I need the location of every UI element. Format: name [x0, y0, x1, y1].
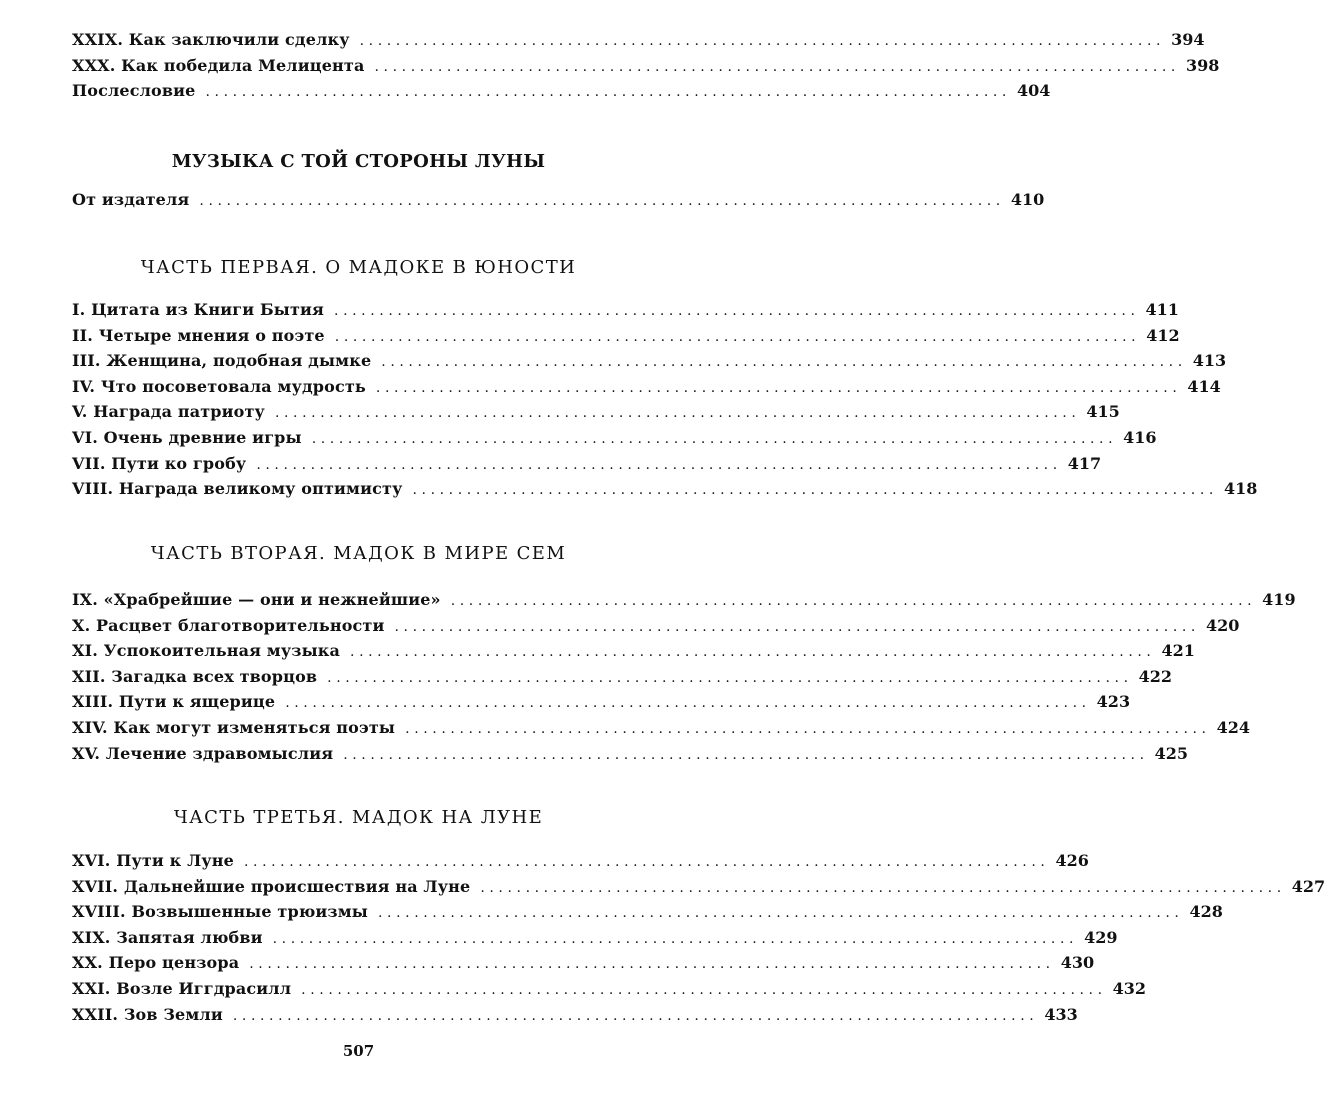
- toc-entry: [72, 899, 1223, 925]
- entry-title: VII. Пути ко гробу: [72, 453, 247, 473]
- dot-leader: .........................................................................................: [334, 328, 1141, 345]
- dot-leader: .........................................................................................: [243, 854, 1050, 870]
- entry-page-number: 427: [1291, 876, 1325, 896]
- entry-title: II. Четыре мнения о поэте: [72, 325, 325, 345]
- dot-leader: .........................................................................................: [375, 379, 1182, 396]
- toc-entry: [72, 874, 1325, 900]
- dot-leader: .........................................................................................: [381, 354, 1187, 371]
- toc-entry: [72, 348, 1227, 374]
- toc-entry: [72, 638, 1195, 664]
- dot-leader: .........................................................................................: [405, 720, 1211, 737]
- entry-title: XII. Загадка всех творцов: [72, 666, 318, 686]
- section-heading: ЧАСТЬ ВТОРАЯ. МАДОК В МИРЕ СЕМ: [150, 543, 567, 564]
- entry-title: От издателя: [72, 190, 190, 209]
- entry-page-number: 421: [1161, 641, 1195, 661]
- toc-section-part-three: [72, 848, 1325, 1027]
- toc-entry: [72, 323, 1180, 349]
- dot-leader: .........................................................................................: [374, 58, 1180, 75]
- toc-entry: [72, 451, 1102, 477]
- dot-leader: .........................................................................................: [205, 84, 1011, 101]
- toc-entry: [72, 1002, 1078, 1028]
- entry-page-number: 418: [1223, 479, 1258, 499]
- entry-title: X. Расцвет благотворительности: [72, 615, 385, 635]
- page-number: 507: [342, 1042, 375, 1060]
- entry-page-number: 425: [1154, 743, 1189, 763]
- entry-title: V. Награда патриоту: [72, 402, 265, 422]
- dot-leader: .........................................................................................: [272, 930, 1079, 947]
- toc-entry: [72, 53, 1220, 79]
- toc-entry: [72, 587, 1296, 613]
- entry-title: XXII. Зов Земли: [72, 1004, 223, 1024]
- toc-entry: [72, 715, 1251, 741]
- entry-page-number: 417: [1067, 453, 1102, 473]
- toc-entry: [72, 950, 1095, 976]
- entry-page-number: 420: [1205, 615, 1240, 635]
- section-heading: МУЗЫКА С ТОЙ СТОРОНЫ ЛУНЫ: [171, 151, 546, 172]
- dot-leader: .........................................................................................: [480, 879, 1286, 896]
- toc-entry: [72, 374, 1221, 400]
- entry-title: XXI. Возле Иггдрасилл: [72, 978, 292, 998]
- dot-leader: .........................................................................................: [199, 193, 1005, 209]
- entry-title: IX. «Храбрейшие — они и нежнейшие»: [72, 590, 441, 609]
- dot-leader: .........................................................................................: [394, 618, 1200, 635]
- toc-entry: [72, 976, 1147, 1002]
- dot-leader: .........................................................................................: [311, 430, 1118, 447]
- toc-section-part-one: [72, 297, 1258, 502]
- entry-page-number: 416: [1123, 427, 1157, 447]
- dot-leader: .........................................................................................: [249, 956, 1055, 973]
- dot-leader: .........................................................................................: [343, 746, 1149, 763]
- entry-title: VI. Очень древние игры: [72, 427, 302, 447]
- entry-page-number: 429: [1084, 927, 1118, 947]
- entry-page-number: 433: [1044, 1004, 1078, 1024]
- entry-title: XI. Успокоительная музыка: [72, 641, 341, 661]
- dot-leader: .........................................................................................: [350, 644, 1156, 661]
- entry-page-number: 412: [1146, 325, 1180, 345]
- entry-title: XXX. Как победила Мелицента: [72, 55, 365, 75]
- toc-entry: [72, 848, 1089, 874]
- entry-title: XVIII. Возвышенные трюизмы: [72, 902, 368, 922]
- entry-page-number: 398: [1185, 55, 1220, 75]
- entry-page-number: 424: [1216, 717, 1251, 737]
- dot-leader: .........................................................................................: [378, 905, 1184, 922]
- dot-leader: .........................................................................................: [359, 33, 1166, 49]
- entry-page-number: 432: [1112, 978, 1147, 998]
- entry-title: III. Женщина, подобная дымке: [72, 351, 372, 371]
- section-heading: ЧАСТЬ ПЕРВАЯ. О МАДОКЕ В ЮНОСТИ: [140, 257, 577, 278]
- toc-entry: [72, 689, 1131, 715]
- entry-title: XVII. Дальнейшие происшествия на Луне: [72, 876, 471, 896]
- entry-page-number: 415: [1086, 402, 1120, 422]
- toc-entry: [72, 425, 1157, 451]
- toc-entry: [72, 297, 1179, 323]
- entry-page-number: 404: [1016, 81, 1051, 101]
- entry-title: IV. Что посоветовала мудрость: [72, 376, 366, 396]
- entry-page-number: 428: [1189, 902, 1223, 922]
- entry-page-number: 422: [1138, 666, 1173, 686]
- toc-entry: [72, 476, 1258, 502]
- entry-title: XIV. Как могут изменяться поэты: [72, 717, 396, 737]
- entry-page-number: 419: [1262, 590, 1296, 609]
- entry-page-number: 413: [1192, 351, 1227, 371]
- dot-leader: .........................................................................................: [412, 482, 1218, 499]
- entry-page-number: 394: [1171, 30, 1205, 49]
- entry-page-number: 410: [1010, 190, 1045, 209]
- entry-title: I. Цитата из Книги Бытия: [72, 300, 325, 319]
- entry-page-number: 423: [1096, 692, 1131, 712]
- entry-title: XIII. Пути к ящерице: [72, 692, 276, 712]
- entry-title: XIX. Запятая любви: [72, 927, 263, 947]
- entry-title: XX. Перо цензора: [72, 953, 240, 973]
- toc-section-music: [72, 187, 1045, 213]
- toc-entry: [72, 741, 1189, 767]
- entry-title: XXIX. Как заключили сделку: [72, 30, 350, 49]
- dot-leader: .........................................................................................: [334, 303, 1140, 319]
- toc-entry: [72, 27, 1205, 53]
- entry-page-number: 426: [1055, 851, 1089, 870]
- toc-section-part-two: [72, 587, 1296, 766]
- entry-title: VIII. Награда великому оптимисту: [72, 479, 403, 499]
- dot-leader: .........................................................................................: [301, 981, 1107, 998]
- dot-leader: .........................................................................................: [232, 1007, 1039, 1024]
- toc-entry: [72, 925, 1118, 951]
- entry-title: XV. Лечение здравомыслия: [72, 743, 334, 763]
- section-heading: ЧАСТЬ ТРЕТЬЯ. МАДОК НА ЛУНЕ: [173, 807, 544, 828]
- dot-leader: .........................................................................................: [256, 456, 1062, 473]
- entry-page-number: 430: [1060, 953, 1095, 973]
- toc-entry: [72, 664, 1173, 690]
- toc-entry: [72, 187, 1045, 213]
- dot-leader: .........................................................................................: [327, 669, 1133, 686]
- entry-page-number: 411: [1145, 300, 1179, 319]
- entry-page-number: 414: [1187, 376, 1221, 396]
- toc-section-continuation: [72, 27, 1220, 104]
- entry-title: XVI. Пути к Луне: [72, 851, 234, 870]
- dot-leader: .........................................................................................: [450, 593, 1257, 609]
- toc-entry: [72, 399, 1120, 425]
- dot-leader: .........................................................................................: [274, 405, 1081, 422]
- toc-entry: [72, 78, 1051, 104]
- entry-title: Послесловие: [72, 81, 196, 101]
- toc-entry: [72, 613, 1240, 639]
- dot-leader: .........................................................................................: [285, 695, 1091, 712]
